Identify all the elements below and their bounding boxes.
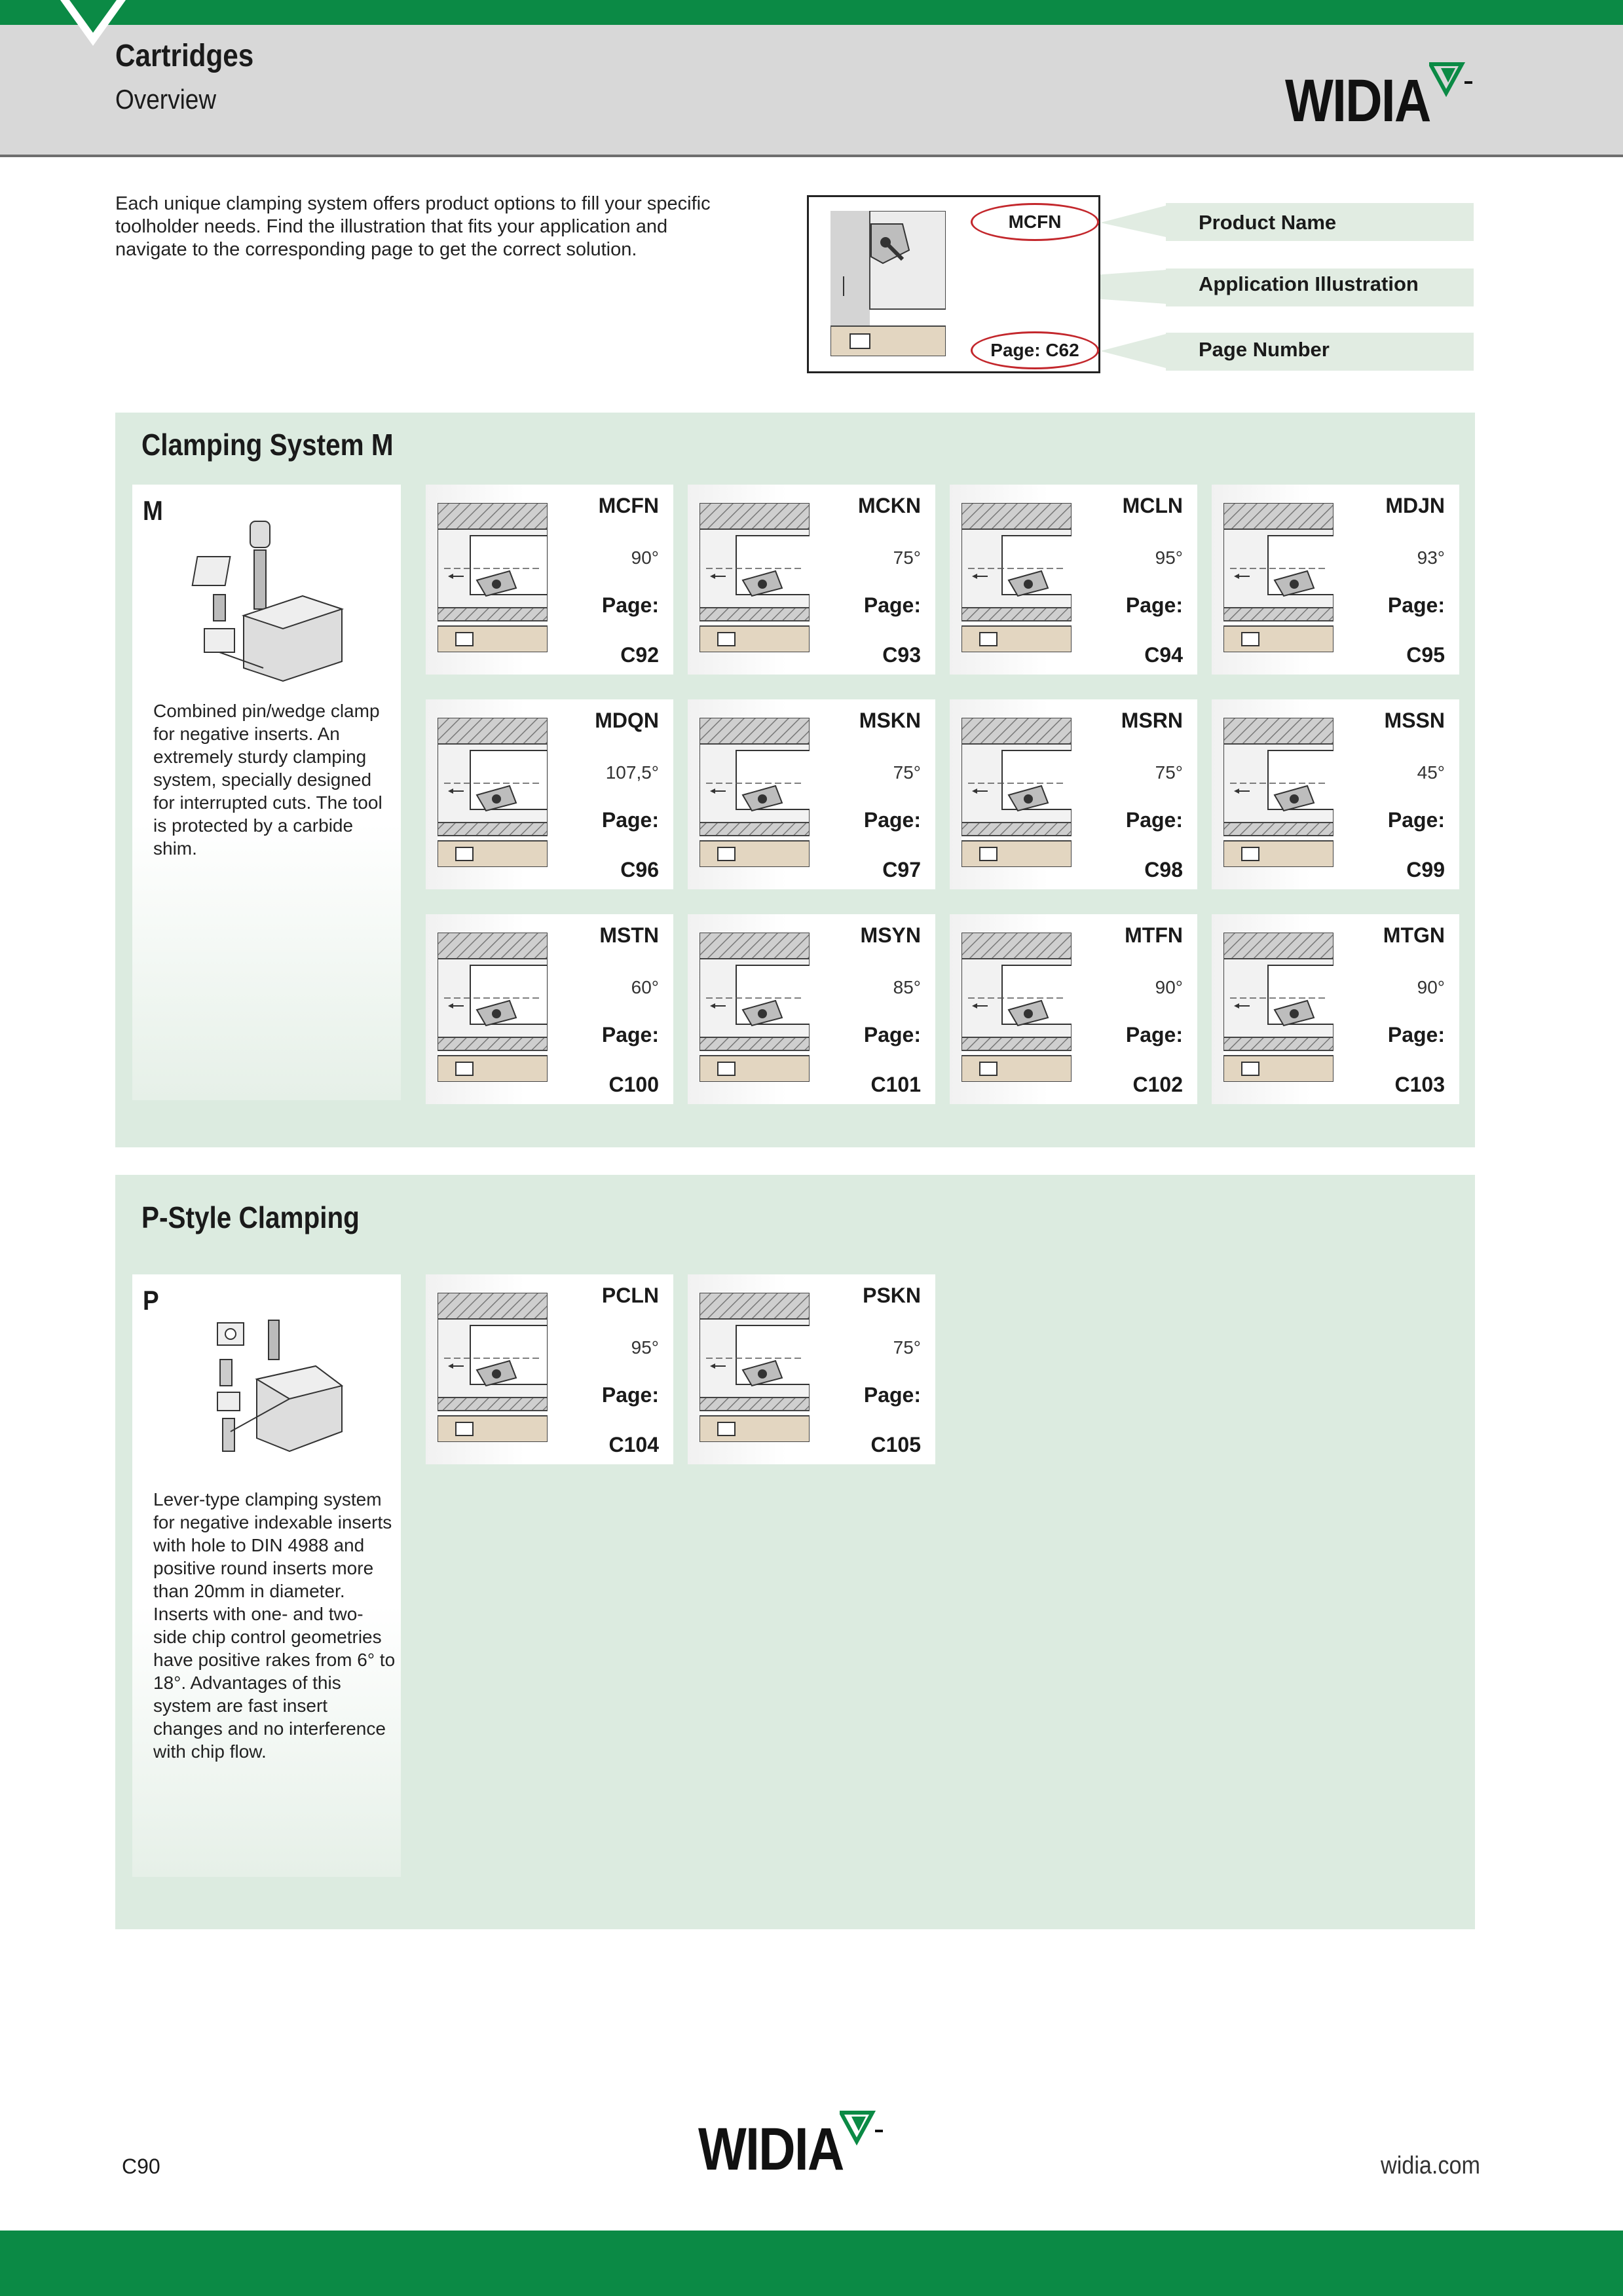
cartridge-code: MCLN <box>1122 494 1183 517</box>
mskn-cartridge-icon <box>700 718 810 867</box>
system-letter: P <box>143 1285 159 1316</box>
legend-label-page-number: Page Number <box>1199 338 1330 361</box>
cartridge-card-mckn[interactable] <box>688 485 935 675</box>
cartridge-angle: 60° <box>631 977 659 997</box>
pskn-cartridge-icon <box>700 1293 810 1442</box>
widia-logo-mark-icon <box>1429 59 1475 105</box>
mdqn-cartridge-icon <box>438 718 548 867</box>
cartridge-angle: 90° <box>631 547 659 568</box>
intro-text: Each unique clamping system offers product options to fill your specific toolholder needs. Find the illustration that fits your application and navigate to the corresponding page to get the correct solution. <box>115 193 711 260</box>
cartridge-card-mssn[interactable] <box>1212 699 1459 889</box>
top-brand-bar <box>0 0 1623 25</box>
cartridge-page-label: Page: <box>1125 593 1183 617</box>
cartridge-card-mcln[interactable] <box>950 485 1197 675</box>
brand-logo-text: WIDIA <box>1285 67 1430 134</box>
cartridge-page-number: C104 <box>608 1433 659 1456</box>
cartridge-code: PCLN <box>601 1284 659 1307</box>
legend-product-name-pill: MCFN <box>971 203 1099 241</box>
section-p-style-clamping <box>115 1175 1475 1929</box>
cartridge-angle: 75° <box>893 1337 921 1358</box>
cartridge-page-label: Page: <box>601 1023 659 1046</box>
section-title: P-Style Clamping <box>141 1200 360 1234</box>
section-title: Clamping System M <box>141 428 394 462</box>
cartridge-code: MCKN <box>858 494 921 517</box>
cartridge-code: MTFN <box>1125 923 1183 947</box>
cartridge-page-label: Page: <box>1387 1023 1445 1046</box>
cartridge-page-number: C93 <box>882 643 921 667</box>
cartridge-angle: 107,5° <box>605 762 659 783</box>
cartridge-card-pskn[interactable] <box>688 1274 935 1464</box>
cartridge-card-mtgn[interactable] <box>1212 914 1459 1104</box>
cartridge-card-pcln[interactable] <box>426 1274 673 1464</box>
cartridge-card-msrn[interactable] <box>950 699 1197 889</box>
cartridge-page-label: Page: <box>601 593 659 617</box>
mstn-cartridge-icon <box>438 933 548 1082</box>
cartridge-page-number: C95 <box>1406 643 1445 667</box>
cartridge-page-label: Page: <box>1387 808 1445 832</box>
website-link[interactable]: widia.com <box>1381 2152 1481 2179</box>
system-letter: M <box>143 495 163 526</box>
pcln-cartridge-icon <box>438 1293 548 1442</box>
lever-clamp-exploded-icon <box>191 1307 348 1464</box>
cartridge-angle: 90° <box>1155 977 1183 997</box>
cartridge-page-number: C94 <box>1144 643 1183 667</box>
pin-wedge-clamp-exploded-icon <box>191 517 348 688</box>
cartridge-page-label: Page: <box>1125 808 1183 832</box>
cartridge-page-label: Page: <box>863 808 921 832</box>
cartridge-code: MTGN <box>1383 923 1445 947</box>
mdjn-cartridge-icon <box>1223 503 1334 652</box>
cartridge-code: MSRN <box>1121 709 1183 732</box>
cartridge-angle: 90° <box>1417 977 1445 997</box>
cartridge-page-number: C105 <box>870 1433 921 1456</box>
bottom-brand-bar <box>0 2231 1623 2296</box>
cartridge-angle: 45° <box>1417 762 1445 783</box>
cartridge-angle: 85° <box>893 977 921 997</box>
mtfn-cartridge-icon <box>961 933 1072 1082</box>
msrn-cartridge-icon <box>961 718 1072 867</box>
page-title: Cartridges <box>115 39 254 73</box>
mtgn-cartridge-icon <box>1223 933 1334 1082</box>
mcfn-cartridge-icon <box>438 503 548 652</box>
cartridge-page-number: C92 <box>620 643 659 667</box>
footer-widia-logo-mark-icon <box>840 2107 886 2153</box>
legend-label-product-name: Product Name <box>1199 211 1337 234</box>
section-clamping-system-m <box>115 413 1475 1147</box>
cartridge-page-label: Page: <box>601 1383 659 1407</box>
legend-sample-cartridge-icon <box>830 211 946 356</box>
cartridge-card-msyn[interactable] <box>688 914 935 1104</box>
cartridge-page-number: C103 <box>1394 1073 1445 1096</box>
system-description: Lever-type clamping system for negative indexable inserts with hole to DIN 4988 and positive round inserts more than 20mm in diameter. Inserts with one- and two-side chip control geometries have positive rakes from 6° to 18°. Advantages of this system are fast insert changes and no interference with chip flow. <box>153 1489 396 1762</box>
cartridge-page-label: Page: <box>863 1383 921 1407</box>
cartridge-card-mskn[interactable] <box>688 699 935 889</box>
mckn-cartridge-icon <box>700 503 810 652</box>
cartridge-angle: 75° <box>893 762 921 783</box>
cartridge-angle: 95° <box>1155 547 1183 568</box>
cartridge-page-label: Page: <box>601 808 659 832</box>
legend-label-application: Application Illustration <box>1199 272 1419 295</box>
cartridge-angle: 75° <box>1155 762 1183 783</box>
cartridge-angle: 93° <box>1417 547 1445 568</box>
cartridge-page-number: C96 <box>620 858 659 881</box>
cartridge-angle: 75° <box>893 547 921 568</box>
cartridge-code: MDJN <box>1385 494 1445 517</box>
cartridge-page-number: C100 <box>608 1073 659 1096</box>
cartridge-code: MSYN <box>860 923 921 947</box>
cartridge-page-number: C97 <box>882 858 921 881</box>
footer-brand-logo-text: WIDIA <box>698 2116 844 2183</box>
cartridge-page-label: Page: <box>1387 593 1445 617</box>
cartridge-card-mtfn[interactable] <box>950 914 1197 1104</box>
page-folio: C90 <box>122 2155 160 2178</box>
mssn-cartridge-icon <box>1223 718 1334 867</box>
cartridge-code: MSKN <box>859 709 921 732</box>
cartridge-code: MSSN <box>1384 709 1445 732</box>
cartridge-code: MDQN <box>595 709 659 732</box>
system-description-panel <box>132 1274 401 1877</box>
cartridge-page-label: Page: <box>1125 1023 1183 1046</box>
cartridge-page-number: C99 <box>1406 858 1445 881</box>
system-description-panel <box>132 485 401 1100</box>
system-description: Combined pin/wedge clamp for negative inserts. An extremely sturdy clamping system, specially designed for interrupted cuts. The tool is protected by a carbide shim. <box>153 701 382 859</box>
page-subtitle: Overview <box>115 84 217 115</box>
cartridge-page-number: C98 <box>1144 858 1183 881</box>
cartridge-card-mdjn[interactable] <box>1212 485 1459 675</box>
cartridge-card-mdqn[interactable] <box>426 699 673 889</box>
cartridge-page-label: Page: <box>863 1023 921 1046</box>
cartridge-angle: 95° <box>631 1337 659 1358</box>
cartridge-page-label: Page: <box>863 593 921 617</box>
cartridge-code: MCFN <box>598 494 659 517</box>
cartridge-page-number: C102 <box>1132 1073 1183 1096</box>
mcln-cartridge-icon <box>961 503 1072 652</box>
legend-page-pill: Page: C62 <box>971 331 1099 369</box>
cartridge-code: PSKN <box>863 1284 921 1307</box>
msyn-cartridge-icon <box>700 933 810 1082</box>
cartridge-page-number: C101 <box>870 1073 921 1096</box>
cartridge-code: MSTN <box>599 923 659 947</box>
cartridge-card-mstn[interactable] <box>426 914 673 1104</box>
cartridge-card-mcfn[interactable] <box>426 485 673 675</box>
header-notch-accent <box>69 0 117 33</box>
